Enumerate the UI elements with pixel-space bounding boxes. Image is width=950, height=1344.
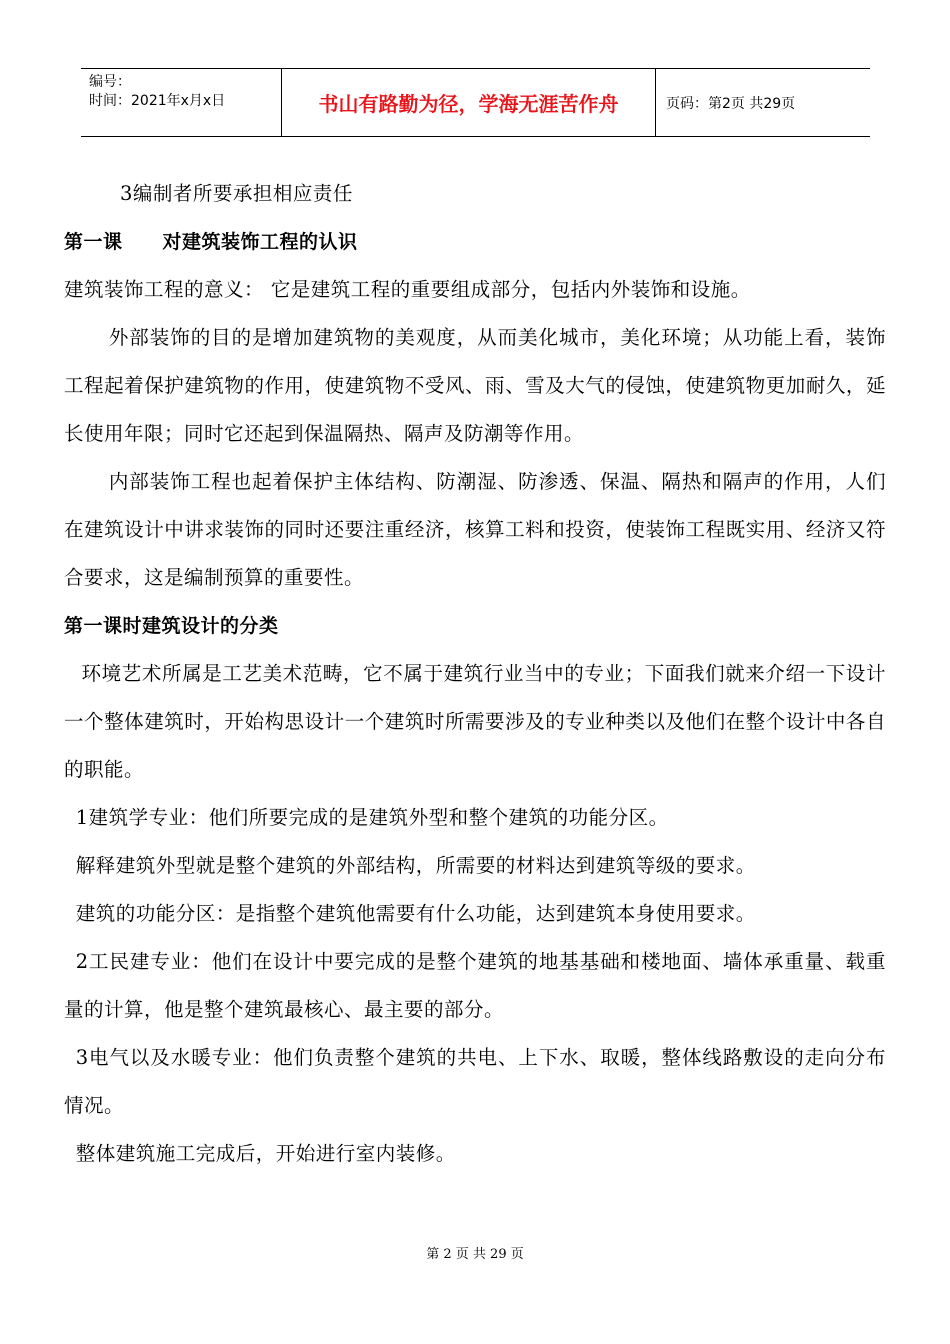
- paragraph-environmental-art: 环境艺术所属是工艺美术范畴，它不属于建筑行业当中的专业；下面我们就来介绍一下设计一个整体建筑时，开始构思设计一个建筑时所需要涉及的专业种类以及他们在整个设计中各自的职能。: [64, 662, 886, 781]
- paragraph-electrical-hvac-major: 3电气以及水暖专业：他们负责整个建筑的共电、上下水、取暖，整体线路敷设的走向分布情况。: [64, 1046, 886, 1117]
- header-number-label: 编号：: [89, 74, 131, 90]
- paragraph-functional-zoning: 建筑的功能分区：是指整个建筑他需要有什么功能，达到建筑本身使用要求。: [75, 902, 756, 925]
- section-heading-lesson-one: [64, 218, 886, 266]
- paragraph-interior-renovation: 整体建筑施工完成后，开始进行室内装修。: [75, 1142, 456, 1165]
- paragraph-civil-engineering-major: 2工民建专业：他们在设计中要完成的是整个建筑的地基基础和楼地面、墙体承重量、载重量的计算，他是整个建筑最核心、最主要的部分。: [64, 950, 886, 1021]
- paragraph-responsibility: 3编制者所要承担相应责任: [120, 182, 353, 205]
- paragraph-building-exterior: 解释建筑外型就是整个建筑的外部结构，所需要的材料达到建筑等级的要求。: [75, 854, 756, 877]
- header-time-label: 时间：2021年x月x日: [89, 93, 226, 109]
- document-body: [64, 170, 886, 1178]
- paragraph-exterior-decoration: 外部装饰的目的是增加建筑物的美观度，从而美化城市，美化环境；从功能上看，装饰工程起着保护建筑物的作用，使建筑物不受风、雨、雪及大气的侵蚀，使建筑物更加耐久，延长使用年限；同时它还起到保温隔热、隔声及防潮等作用。: [64, 326, 886, 445]
- header-meta: [81, 69, 282, 136]
- paragraph-decoration-meaning: 建筑装饰工程的意义： 它是建筑工程的重要组成部分，包括内外装饰和设施。: [64, 278, 751, 301]
- paragraph-architecture-major: 1建筑学专业：他们所要完成的是建筑外型和整个建筑的功能分区。: [75, 806, 669, 829]
- header-page-info: 页码：第2页 共29页: [666, 95, 796, 112]
- heading-lesson-title: 对建筑装饰工程的认识: [162, 231, 358, 253]
- heading-lesson-number: 第一课: [64, 231, 123, 253]
- page-footer: 第 2 页 共 29 页: [426, 1247, 524, 1262]
- header-motto: 书山有路勤为径，学海无涯苦作舟: [282, 69, 656, 136]
- section-heading-design-classification: 第一课时建筑设计的分类: [64, 615, 279, 637]
- paragraph-interior-decoration: 内部装饰工程也起着保护主体结构、防潮湿、防渗透、保温、隔热和隔声的作用，人们在建筑设计中讲求装饰的同时还要注重经济，核算工料和投资，使装饰工程既实用、经济又符合要求，这是编制预算的重要性。: [64, 470, 886, 589]
- document-header: [81, 68, 870, 137]
